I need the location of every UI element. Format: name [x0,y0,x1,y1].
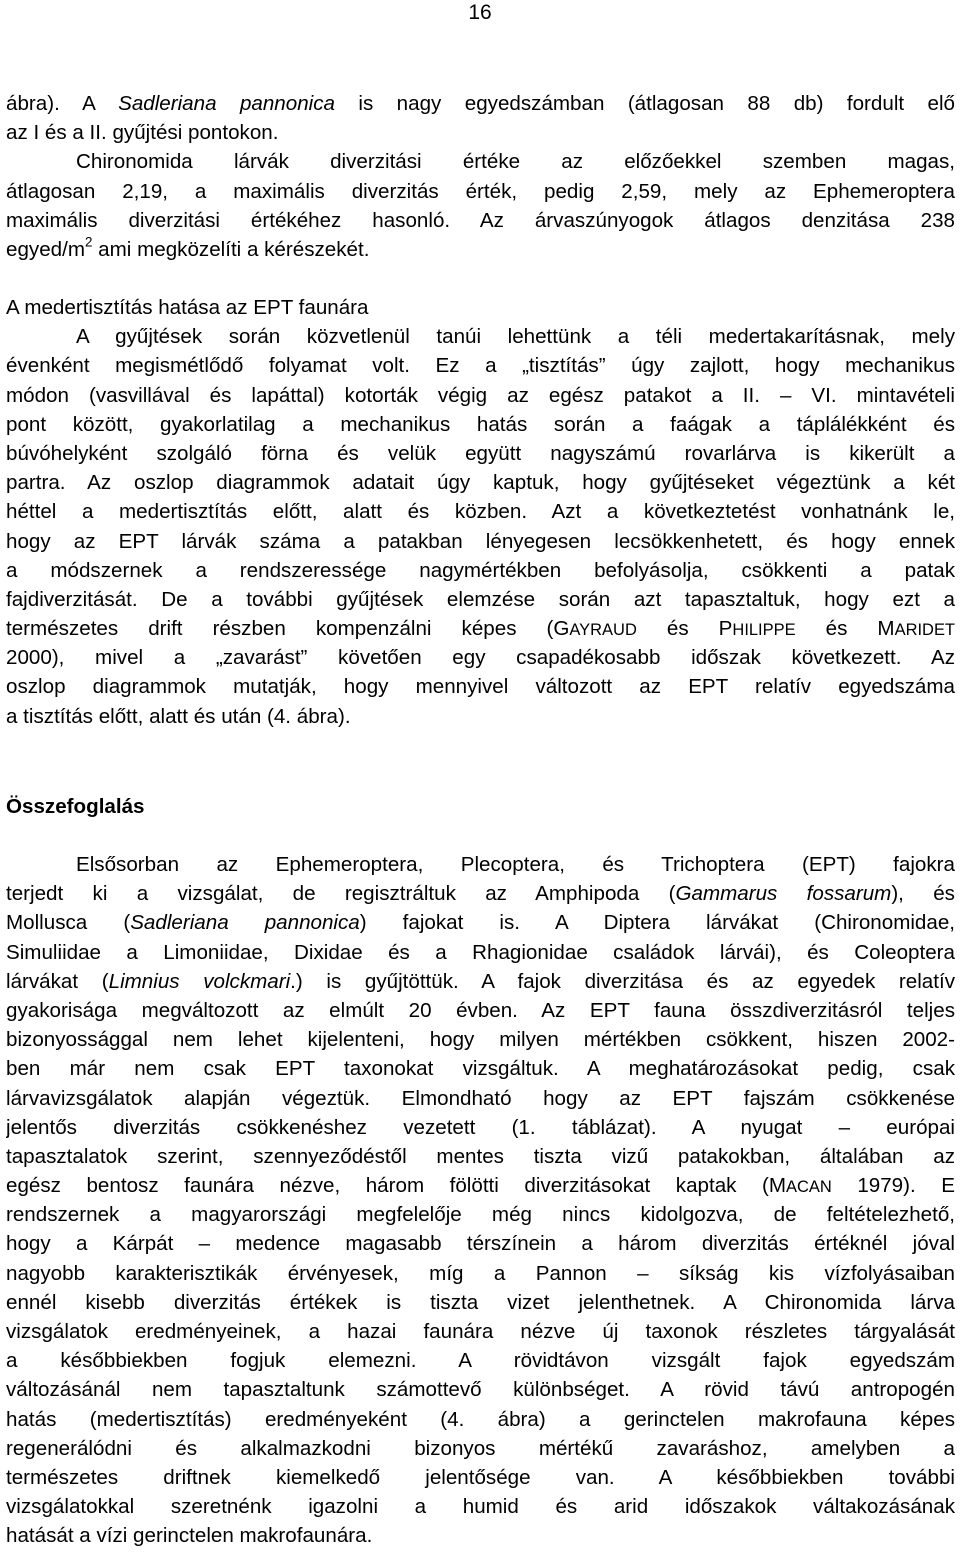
text-line: hogy a Kárpát – medence magasabb térszínein a három diverzitás értéknél jóval [6,1232,955,1256]
text-line: a módszernek a rendszeressége nagymértékben befolyásolja, csökkenti a patak [6,558,955,582]
section-heading: A medertisztítás hatása az EPT faunára [6,296,369,319]
text-line: regenerálódni és alkalmazkodni bizonyos mértékű zavaráshoz, amelyben a [6,1436,955,1460]
text-line: a későbbiekben fogjuk elemezni. A rövidtávon vizsgált fajok egyedszám [6,1349,955,1373]
text-line: Simuliidae a Limoniidae, Dixidae és a Rhagionidae családok lárvái), és Coleoptera [6,940,955,964]
section-dredging [6,293,955,731]
text-line: partra. Az oszlop diagrammok adatait úgy kaptuk, hogy gyűjtéseket végeztünk a két [6,471,955,495]
text-line: lárvavizsgálatok alapján végeztük. Elmondható hogy az EPT fajszám csökkenése [6,1086,955,1110]
text-line: átlagosan 2,19, a maximális diverzitás érték, pedig 2,59, mely az Ephemeroptera [6,179,955,203]
text-line: hatás (medertisztítás) eredményeként (4. ábra) a gerinctelen makrofauna képes [6,1407,955,1431]
text-line: jelentős diverzitás csökkenéshez vezetett (1. táblázat). A nyugat – európai [6,1115,955,1139]
text-line: rendszernek a magyarországi megfelelője még nincs kidolgozva, de feltételezhető, [6,1203,955,1227]
text-line: bizonyossággal nem lehet kijelenteni, hogy milyen mértékben csökkent, hiszen 2002- [6,1028,955,1052]
text-line: az I és a II. gyűjtési pontokon. [6,121,279,145]
paragraph-continuation [6,89,955,264]
summary-body [6,850,955,1551]
text-line: nagyobb karakterisztikák érvényesek, míg a Pannon – síkság kis vízfolyásaiban [6,1261,955,1285]
page-number: 16 [468,1,492,24]
text-line: oszlop diagrammok mutatják, hogy mennyivel változott az EPT relatív egyedszáma [6,675,955,699]
text-line: fajdiverzitását. De a további gyűjtések elemzése során azt tapasztaltuk, hogy ezt a [6,587,955,611]
text-line: Elsősorban az Ephemeroptera, Plecoptera, és Trichoptera (EPT) fajokra [76,853,955,876]
text-line: A gyűjtések során közvetlenül tanúi lehettünk a téli medertakarításnak, mely [76,325,955,349]
text-line: módon (vasvillával és lapáttal) kotorták végig az egész patakot a II. – VI. mintavételi [6,383,955,407]
text-line: változásánál nem tapasztaltunk számottevő különbséget. A rövid távú antropogén [6,1378,955,1402]
text-line: 2000), mivel a „zavarást” követően egy csapadékosabb időszak következett. Az [6,646,955,670]
text-line: ben már nem csak EPT taxonokat vizsgáltuk. A meghatározásokat pedig, csak [6,1057,955,1081]
text-line: ábra). A Sadleriana pannonica is nagy egyedszámban (átlagosan 88 db) fordult elő [6,92,955,115]
text-line: a tisztítás előtt, alatt és után (4. ábra). [6,704,351,728]
text-line-italic: terjedt ki a vizsgálat, de regisztráltuk az Amphipoda (Gammarus fossarum), és [6,882,955,906]
text-line: hogy az EPT lárvák száma a patakban lényegesen lecsökkenhetett, és hogy ennek [6,529,955,553]
text-line: maximális diverzitási értékéhez hasonló. Az árvaszúnyogok átlagos denzitása 238 [6,208,955,232]
text-line-citation: természetes drift részben kompenzálni képes (GAYRAUD és PHILIPPE és MARIDET [6,617,955,641]
text-line: hatását a vízi gerinctelen makrofaunára. [6,1524,373,1548]
text-line: gyakorisága megváltozott az elmúlt 20 évben. Az EPT fauna összdiverzitásról teljes [6,998,955,1022]
text-line: tapasztalatok szerint, szennyeződéstől mentes tiszta vizű patakokban, általában az [6,1144,955,1168]
text-line: természetes driftnek kiemelkedő jelentősége van. A későbbiekben további [6,1465,955,1489]
text-line-citation: egész bentosz faunára nézve, három fölötti diverzitásokat kaptak (MACAN 1979). E [6,1174,955,1198]
text-line-italic: lárvákat (Limnius volckmari.) is gyűjtöttük. A fajok diverzitása és az egyedek relatív [6,969,955,993]
text-line: búvóhelyként szolgáló förna és velük együtt nagyszámú rovarlárva is kikerült a [6,441,955,465]
text-line: ennél kisebb diverzitás értékek is tiszta vizet jelenthetnek. A Chironomida lárva [6,1290,955,1314]
summary-heading: Összefoglalás [6,795,145,818]
text-line: héttel a medertisztítás előtt, alatt és közben. Azt a következtetést vonhatnánk le, [6,500,955,524]
text-line: vizsgálatok eredményeinek, a hazai faunára nézve új taxonok részletes tárgyalását [6,1320,955,1343]
text-line-density: egyed/$m^2$ ami megközelíti a kérészekét. [6,234,370,261]
text-line: Chironomida lárvák diverzitási értéke az előzőekkel szemben magas, [76,150,955,174]
text-line: pont között, gyakorlatilag a mechanikus hatás során a faágak a táplálékként és [6,412,955,436]
text-line: évenként megismétlődő folyamat volt. Ez a „tisztítás” úgy zajlott, hogy mechanikus [6,354,955,378]
text-line-italic: Mollusca (Sadleriana pannonica) fajokat is. A Diptera lárvákat (Chironomidae, [6,911,955,935]
section-summary [6,792,955,821]
text-line: vizsgálatokkal szeretnénk igazolni a humid és arid időszakok váltakozásának [6,1495,955,1519]
